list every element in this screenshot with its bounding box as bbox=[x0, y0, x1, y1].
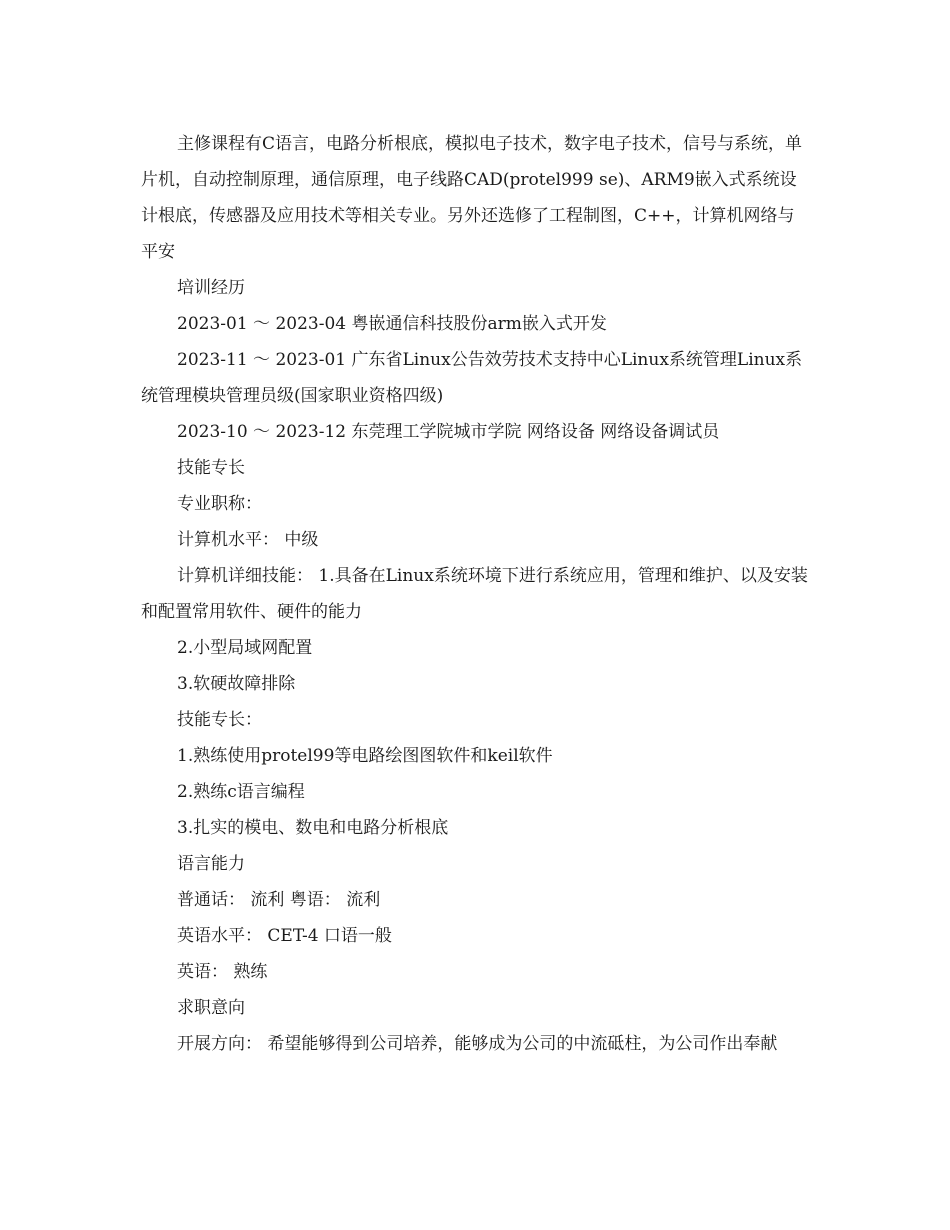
training-item-3: 2023-10 ～ 2023-12 东莞理工学院城市学院 网络设备 网络设备调试员 bbox=[177, 422, 720, 442]
computer-level: 计算机水平： 中级 bbox=[177, 530, 319, 550]
heading-skills-2: 技能专长： bbox=[177, 710, 262, 730]
professional-title: 专业职称： bbox=[177, 494, 262, 514]
skill-item-lan: 2.小型局域网配置 bbox=[177, 638, 313, 658]
computer-skills-detail: 计算机详细技能： 1.具备在Linux系统环境下进行系统应用，管理和维护、以及安装和配置常用软件、硬件的能力 bbox=[141, 566, 808, 622]
heading-language: 语言能力 bbox=[177, 854, 245, 874]
language-english-level: 英语水平： CET-4 口语一般 bbox=[177, 926, 392, 946]
skill-item-c: 2.熟练c语言编程 bbox=[177, 782, 305, 802]
skill-item-troubleshoot: 3.软硬故障排除 bbox=[177, 674, 296, 694]
skill-item-circuits: 3.扎实的模电、数电和电路分析根底 bbox=[177, 818, 449, 838]
language-english: 英语： 熟练 bbox=[177, 962, 268, 982]
paragraph-courses: 主修课程有C语言，电路分析根底，模拟电子技术，数字电子技术，信号与系统，单片机，自动控制原理，通信原理，电子线路CAD(protel999 se)、ARM9嵌入式系统设计根底，传感器及应用技术等相关专业。另外还选修了工程制图，C++，计算机网络与平安 bbox=[141, 134, 803, 262]
heading-training: 培训经历 bbox=[177, 278, 245, 298]
language-mandarin-cantonese: 普通话： 流利 粤语： 流利 bbox=[177, 890, 381, 910]
training-item-1: 2023-01 ～ 2023-04 粤嵌通信科技股份arm嵌入式开发 bbox=[177, 314, 607, 334]
heading-skills: 技能专长 bbox=[177, 458, 245, 478]
training-item-2: 2023-11 ～ 2023-01 广东省Linux公告效劳技术支持中心Linux系统管理Linux系统管理模块管理员级(国家职业资格四级) bbox=[141, 350, 803, 406]
skill-item-protel: 1.熟练使用protel99等电路绘图图软件和keil软件 bbox=[177, 746, 553, 766]
heading-job-intention: 求职意向 bbox=[177, 998, 245, 1018]
career-direction: 开展方向： 希望能够得到公司培养，能够成为公司的中流砥柱，为公司作出奉献 bbox=[177, 1034, 778, 1054]
